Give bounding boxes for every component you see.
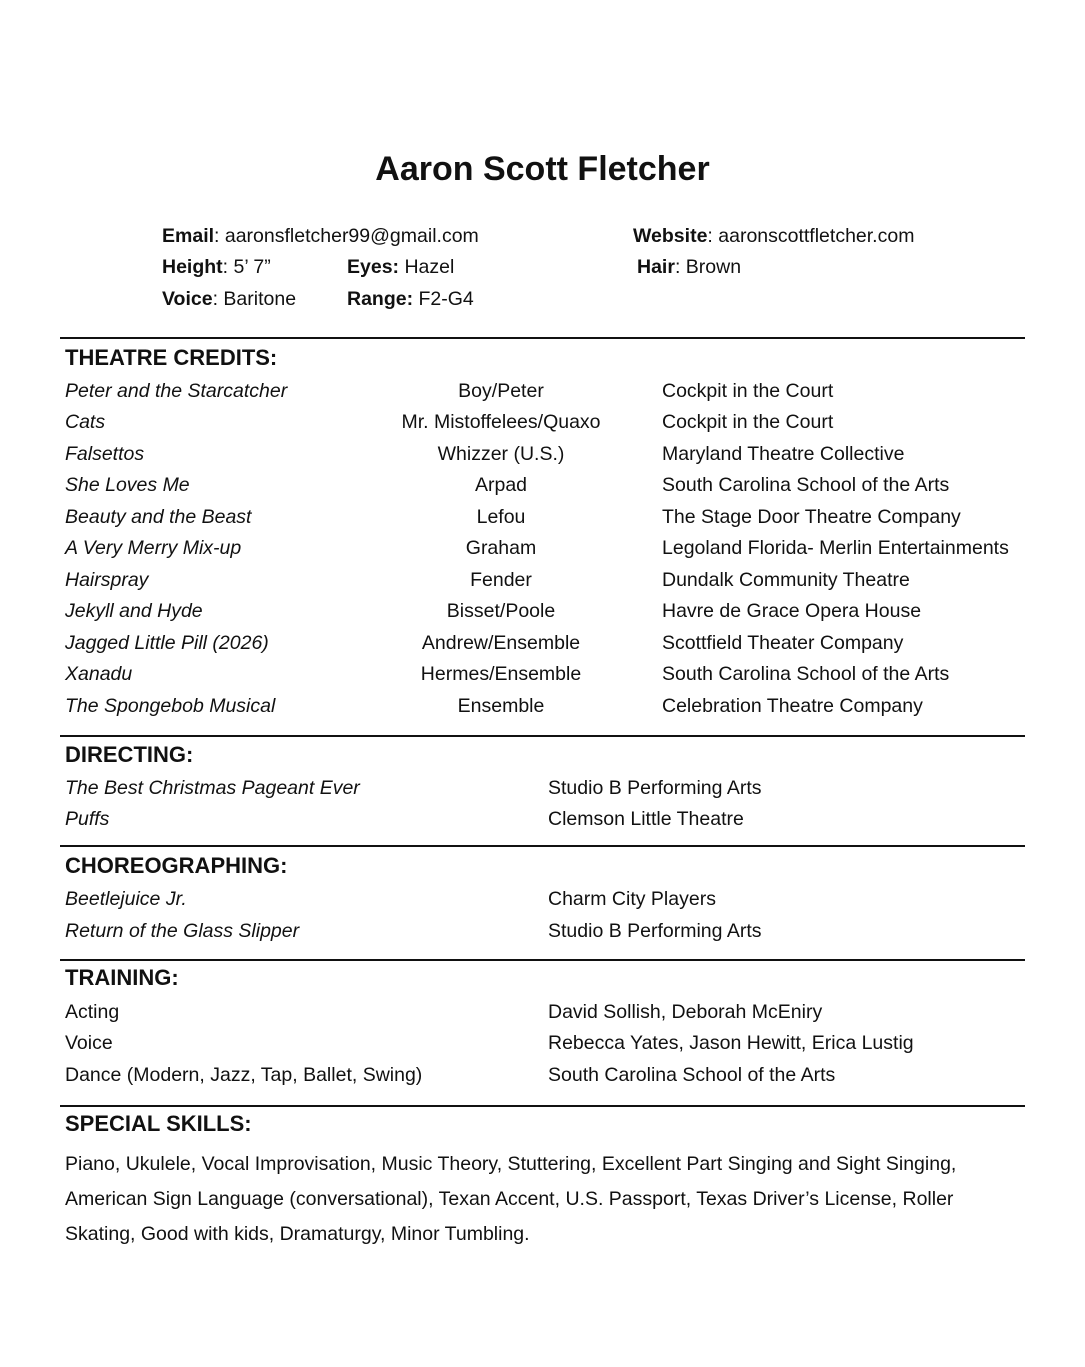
height-info [162,256,271,279]
hair-label: Hair [637,256,675,278]
choreographing-row [0,888,1085,918]
credit-venue: Legoland Florida- Merlin Entertainments [662,537,1009,559]
directing-show: Puffs [65,808,110,830]
directing-venue: Clemson Little Theatre [548,808,744,830]
website-info [633,225,914,248]
credit-role: Bisset/Poole [446,600,556,622]
range-info [347,288,474,311]
credit-row [0,695,1085,725]
choreographing-show: Beetlejuice Jr. [65,888,187,910]
directing-venue: Studio B Performing Arts [548,777,762,799]
credit-show: Beauty and the Beast [65,506,252,528]
credit-show: Peter and the Starcatcher [65,380,288,402]
training-teachers: Rebecca Yates, Jason Hewitt, Erica Lustig [548,1032,914,1054]
credit-show: She Loves Me [65,474,190,496]
range-value: F2-G4 [413,288,474,310]
directing-heading: DIRECTING: [65,742,194,767]
voice-value: : Baritone [212,288,297,310]
credit-venue: Scottfield Theater Company [662,632,904,654]
special-skills-heading: SPECIAL SKILLS: [65,1111,252,1136]
credit-show: Xanadu [65,663,133,685]
credit-show: Cats [65,411,106,433]
credit-row [0,443,1085,473]
eyes-label: Eyes: [347,256,400,278]
email-value: : aaronsfletcher99@gmail.com [214,225,479,247]
credit-role: Hermes/Ensemble [420,663,582,685]
website-value: : aaronscottfletcher.com [707,225,915,247]
training-row [0,1001,1085,1031]
credit-row [0,411,1085,441]
email-info [162,225,479,248]
credit-row [0,632,1085,662]
eyes-info [347,256,454,279]
credit-show: Jagged Little Pill (2026) [65,632,269,654]
credit-row [0,600,1085,630]
training-teachers: South Carolina School of the Arts [548,1064,836,1086]
credit-venue: Dundalk Community Theatre [662,569,910,591]
theatre-credits-heading: THEATRE CREDITS: [65,345,278,370]
credit-role: Arpad [474,474,528,496]
credit-show: Jekyll and Hyde [65,600,203,622]
choreographing-venue: Charm City Players [548,888,716,910]
credit-row [0,506,1085,536]
credit-role: Fender [470,569,532,591]
directing-row [0,777,1085,807]
training-subject: Voice [65,1032,113,1054]
training-teachers: David Sollish, Deborah McEniry [548,1001,823,1023]
credit-venue: Cockpit in the Court [662,380,834,402]
credit-venue: Maryland Theatre Collective [662,443,905,465]
eyes-value: Hazel [399,256,455,278]
choreographing-venue: Studio B Performing Arts [548,920,762,942]
training-subject: Acting [65,1001,120,1023]
voice-info [162,288,296,311]
credit-show: Falsettos [65,443,145,465]
credit-show: The Spongebob Musical [65,695,276,717]
section-divider [60,959,1025,961]
credit-role: Mr. Mistoffelees/Quaxo [401,411,601,433]
credit-venue: The Stage Door Theatre Company [662,506,961,528]
credit-venue: Celebration Theatre Company [662,695,923,717]
credit-row [0,474,1085,504]
credit-role: Boy/Peter [458,380,544,402]
choreographing-row [0,920,1085,950]
credit-row [0,663,1085,693]
email-label: Email [162,225,215,247]
credit-role: Lefou [476,506,526,528]
choreographing-show: Return of the Glass Slipper [65,920,300,942]
voice-label: Voice [162,288,213,310]
credit-show: A Very Merry Mix-up [65,537,242,559]
training-heading: TRAINING: [65,965,179,990]
credit-role: Graham [465,537,537,559]
special-skills-text: Piano, Ukulele, Vocal Improvisation, Music Theory, Stuttering, Excellent Part Singing and Sight Singing, American Sign Language (conversational), Texan Accent, U.S. Passport, Texas Driver’s License, Roller Skating, Good with kids, Dramaturgy, Minor Tumbling. [65,1153,957,1245]
credit-row [0,537,1085,567]
credit-row [0,569,1085,599]
credit-row [0,380,1085,410]
website-label: Website [633,225,708,247]
height-label: Height [162,256,223,278]
training-subject: Dance (Modern, Jazz, Tap, Ballet, Swing) [65,1064,423,1086]
section-divider [60,735,1025,737]
choreographing-heading: CHOREOGRAPHING: [65,853,288,878]
credit-show: Hairspray [65,569,149,591]
directing-show: The Best Christmas Pageant Ever [65,777,360,799]
credit-venue: South Carolina School of the Arts [662,663,950,685]
credit-role: Ensemble [457,695,545,717]
height-value: : 5’ 7” [222,256,271,278]
resume-name: Aaron Scott Fletcher [375,150,710,188]
training-row [0,1032,1085,1062]
credit-venue: Havre de Grace Opera House [662,600,922,622]
directing-row [0,808,1085,838]
credit-role: Andrew/Ensemble [421,632,581,654]
credit-role: Whizzer (U.S.) [437,443,565,465]
credit-venue: South Carolina School of the Arts [662,474,950,496]
section-divider [60,1105,1025,1107]
hair-value: : Brown [674,256,742,278]
training-row [0,1064,1085,1094]
range-label: Range: [347,288,414,310]
section-divider [60,845,1025,847]
hair-info [637,256,741,279]
credit-venue: Cockpit in the Court [662,411,834,433]
section-divider [60,337,1025,339]
